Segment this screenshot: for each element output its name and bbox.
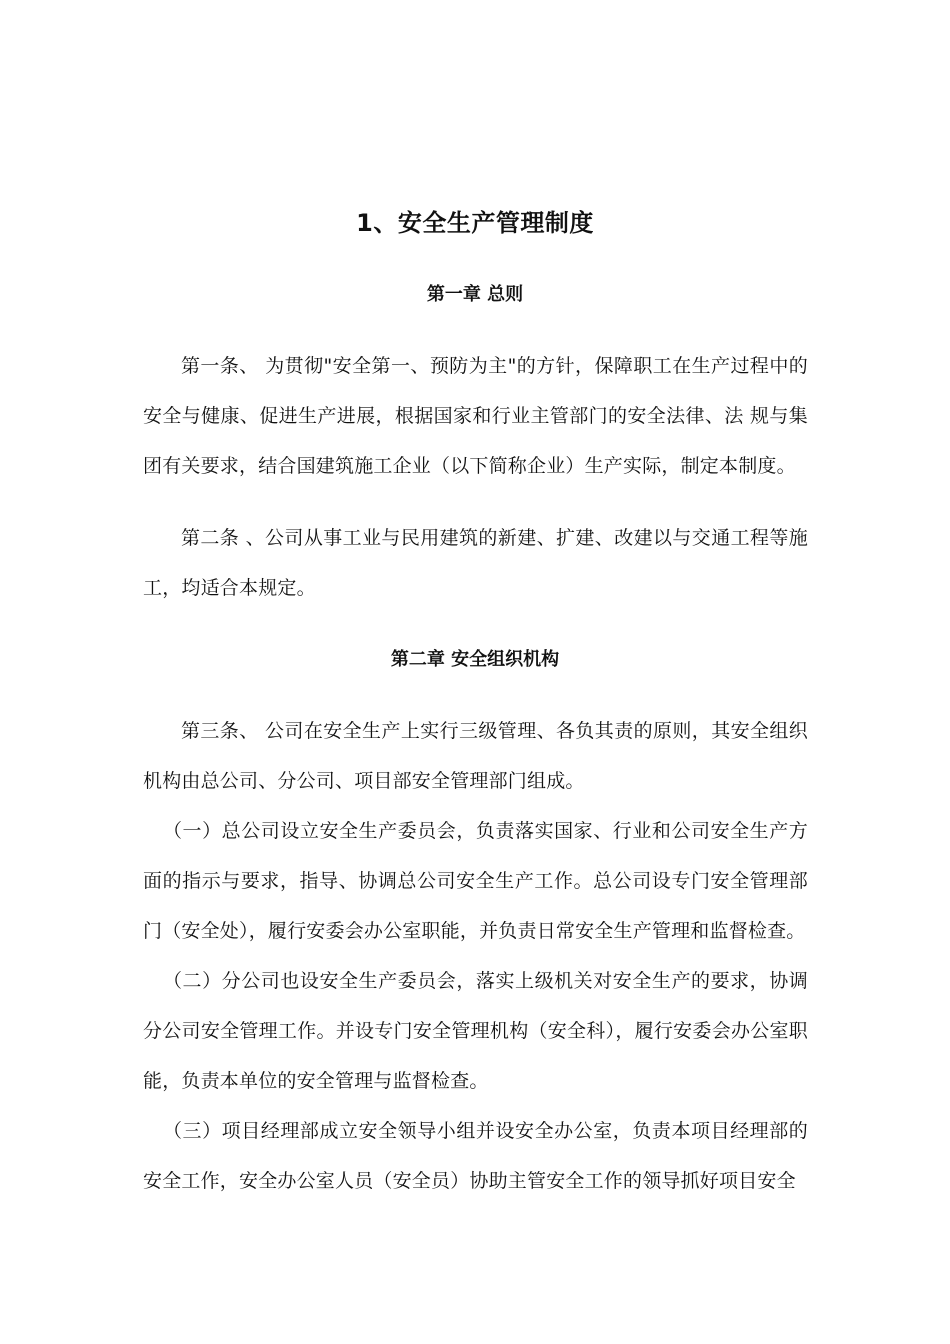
article-2-paragraph: 第二条 、公司从事工业与民用建筑的新建、扩建、改建以与交通工程等施工，均适合本规定。 [143, 527, 808, 599]
clause-3-paragraph: （三）项目经理部成立安全领导小组并设安全办公室，负责本项目经理部的安全工作，安全办公室人员（安全员）协助主管安全工作的领导抓好项目安全 [143, 1120, 808, 1192]
chapter-heading-2: 第二章 安全组织机构 [390, 649, 560, 670]
clause-1-paragraph: （一）总公司设立安全生产委员会，负责落实国家、行业和公司安全生产方面的指示与要求，指导、协调总公司安全生产工作。总公司设专门安全管理部门（安全处），履行安委会办公室职能，并负责日常安全生产管理和监督检查。 [143, 820, 808, 942]
chapter-heading-1: 第一章 总则 [426, 284, 524, 305]
clause-2-paragraph: （二）分公司也设安全生产委员会，落实上级机关对安全生产的要求，协调分公司安全管理工作。并设专门安全管理机构（安全科），履行安委会办公室职能，负责本单位的安全管理与监督检查。 [143, 970, 808, 1092]
article-3-paragraph: 第三条、 公司在安全生产上实行三级管理、各负其责的原则，其安全组织机构由总公司、分公司、项目部安全管理部门组成。 [143, 720, 808, 792]
document-title: 1、安全生产管理制度 [356, 209, 594, 237]
article-1-paragraph: 第一条、 为贯彻"安全第一、预防为主"的方针，保障职工在生产过程中的安全与健康、促进生产进展，根据国家和行业主管部门的安全法律、法 规与集团有关要求，结合国建筑施工企业（以下简称企业）生产实际，制定本制度。 [143, 355, 808, 477]
